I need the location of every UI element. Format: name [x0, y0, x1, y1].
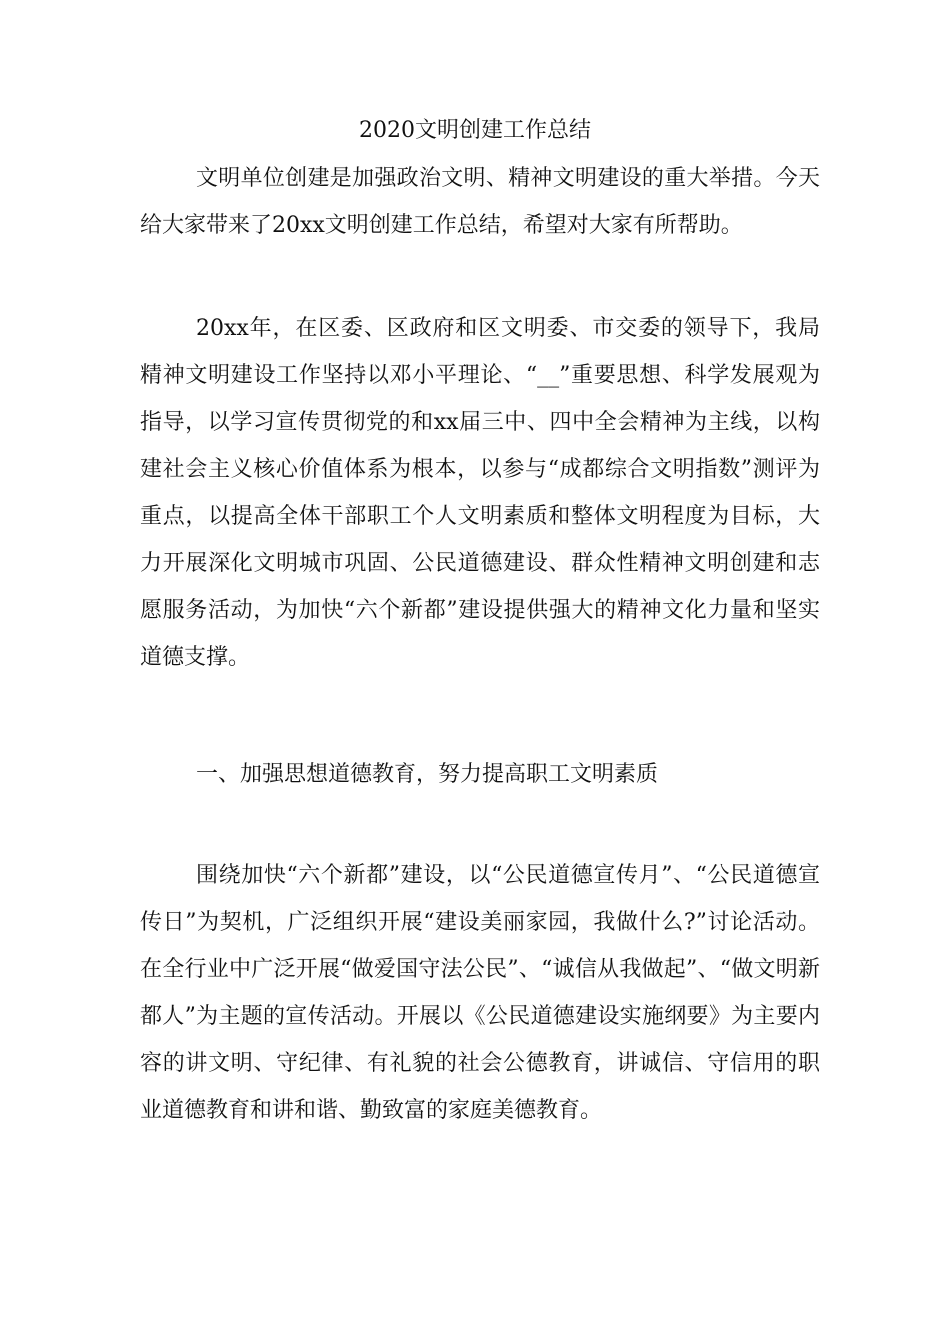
paragraph-intro: 文明单位创建是加强政治文明、精神文明建设的重大举措。今天给大家带来了20xx文明创建工作总结，希望对大家有所帮助。 — [140, 166, 820, 238]
document-title: 2020文明创建工作总结 — [359, 118, 591, 143]
section-heading-1: 一、加强思想道德教育，努力提高职工文明素质 — [196, 762, 659, 787]
paragraph-section-1: 围绕加快“六个新都”建设，以“公民道德宣传月”、“公民道德宣传日”为契机，广泛组织开展“建设美丽家园，我做什么?”讨论活动。在全行业中广泛开展“做爱国守法公民”、“诚信从我做起”、“做文明新都人”为主题的宣传活动。开展以《公民道德建设实施纲要》为主要内容的讲文明、守纪律、有礼貌的社会公德教育，讲诚信、守信用的职业道德教育和讲和谐、勤致富的家庭美德教育。 — [140, 863, 820, 1123]
paragraph-overview: 20xx年，在区委、区政府和区文明委、市交委的领导下，我局精神文明建设工作坚持以邓小平理论、“__”重要思想、科学发展观为指导，以学习宣传贯彻党的和xx届三中、四中全会精神为主线，以构建社会主义核心价值体系为根本，以参与“成都综合文明指数”测评为重点，以提高全体干部职工个人文明素质和整体文明程度为目标，大力开展深化文明城市巩固、公民道德建设、群众性精神文明创建和志愿服务活动，为加快“六个新都”建设提供强大的精神文化力量和坚实道德支撑。 — [140, 316, 820, 670]
